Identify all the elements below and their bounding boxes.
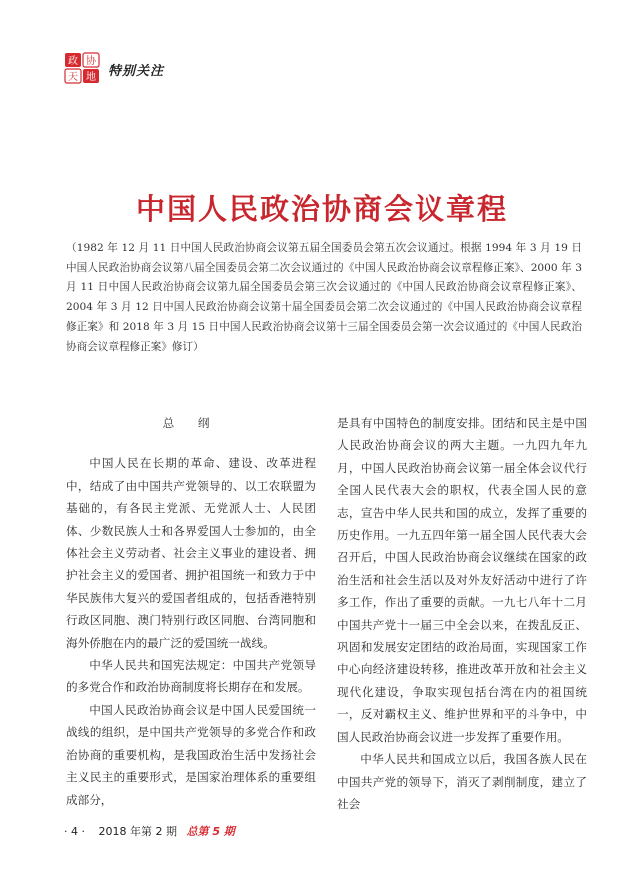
body-column-right xyxy=(337,412,587,815)
body-paragraph: 是具有中国特色的制度安排。团结和民主是中国人民政治协商会议的两大主题。一九四九年九月，中国人民政治协商会议第一届全体会议代行全国人民代表大会的职权，代表全国人民的意志，宣告中华人民共和国的成立，发挥了重要的历史作用。一九五四年第一届全国人民代表大会召开后，中国人民政治协商会议继续在国家的政治生活和社会生活以及对外友好活动中进行了许多工作，作出了重要的贡献。一九七八年十二月中国共产党十一届三中全会以来，在拨乱反正、巩固和发展安定团结的政治局面，实现国家工作中心向经济建设转移，推进改革开放和社会主义现代化建设，争取实现包括台湾在内的祖国统一，反对霸权主义、维护世界和平的斗争中，中国人民政治协商会议进一步发挥了重要作用。 xyxy=(337,416,587,744)
revision-history-note: （1982 年 12 月 11 日中国人民政治协商会议第五届全国委员会第五次会议通过。根据 1994 年 3 月 19 日中国人民政治协商会议第八届全国委员会第二次会议通过的《中国人民政治协商会议章程修正案》、2000 年 3 月 11 日中国人民政治协商会议第九届全国委员会第三次会议通过的《中国人民政治协商会议章程修正案》、2004 年 3 月 12 日中国人民政治协商会议第十届全国委员会第二次会议通过的《中国人民政治协商会议章程修正案》和 2018 年 3 月 15 日中国人民政治协商会议第十三届全国委员会第一次会议通过的《中国人民政治协商会议章程修正案》修订） xyxy=(66,242,582,353)
document-title: 中国人民政治协商会议章程 xyxy=(135,192,508,227)
issue-label: 2018 年第 2 期 xyxy=(98,825,177,838)
page-footer xyxy=(64,823,235,839)
issue-total-label: 总第 5 期 xyxy=(186,825,235,838)
body-paragraph: 中华人民共和国宪法规定：中国共产党领导的多党合作和政治协商制度将长期存在和发展。 xyxy=(66,658,316,695)
body-paragraph: 中国人民在长期的革命、建设、改革进程中，结成了由中国共产党领导的、以工农联盟为基础的，有各民主党派、无党派人士、人民团体、少数民族人士和各界爱国人士参加的，由全体社会主义劳动者、社会主义事业的建设者、拥护社会主义的爱国者、拥护祖国统一和致力于中华民族伟大复兴的爱国者组成的，包括香港特别行政区同胞、澳门特别行政区同胞、台湾同胞和海外侨胞在内的最广泛的爱国统一战线。 xyxy=(66,456,316,650)
svg-text:地: 地 xyxy=(86,72,96,83)
body-paragraph: 中华人民共和国成立以后，我国各族人民在中国共产党的领导下，消灭了剥削制度，建立了社会 xyxy=(337,752,587,811)
svg-text:政: 政 xyxy=(68,56,78,67)
section-heading-general-program: 总 纲 xyxy=(162,416,220,430)
svg-text:天: 天 xyxy=(68,72,78,83)
page-number: · 4 · xyxy=(64,825,85,838)
body-paragraph: 中国人民政治协商会议是中国人民爱国统一战线的组织，是中国共产党领导的多党合作和政治协商的重要机构，是我国政治生活中发扬社会主义民主的重要形式，是国家治理体系的重要组成部分， xyxy=(66,702,316,807)
section-label: 特别关注 xyxy=(108,64,165,79)
svg-text:协: 协 xyxy=(86,56,96,67)
body-column-left xyxy=(66,412,316,811)
magazine-logo xyxy=(64,52,100,84)
page-header xyxy=(64,50,304,90)
